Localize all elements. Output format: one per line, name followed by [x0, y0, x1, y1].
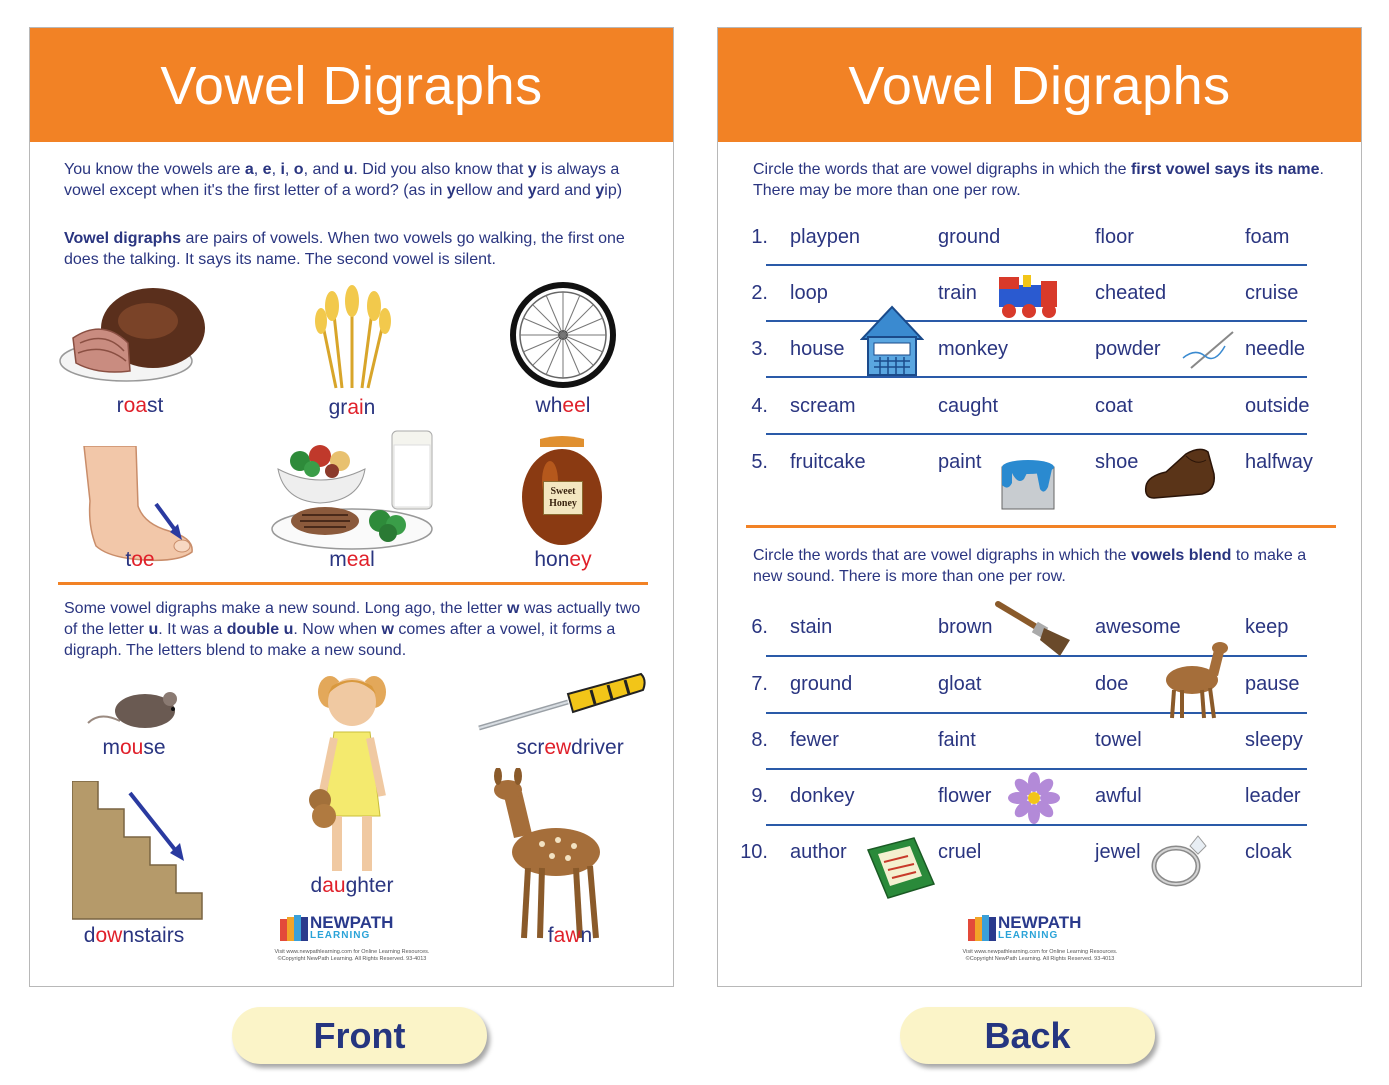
row-word: faint	[938, 729, 976, 751]
row-word: cheated	[1095, 282, 1167, 304]
roast-picture	[58, 283, 208, 383]
row-word: caught	[938, 395, 999, 417]
front-title: Vowel Digraphs	[160, 56, 543, 116]
row-word: outside	[1245, 395, 1310, 417]
word-fawn: fawn	[547, 924, 593, 947]
front-intro-paragraph: You know the vowels are a, e, i, o, and u. Did you also know that y is always a vowel except when it's the first letter of a word? (as in yellow and yard and yip)	[64, 161, 623, 199]
row-word: paint	[938, 451, 982, 473]
row-word: gloat	[938, 673, 982, 695]
screwdriver-picture	[473, 668, 648, 738]
front-card	[29, 27, 674, 987]
back-title: Vowel Digraphs	[848, 56, 1231, 116]
word-mouse: mouse	[102, 736, 166, 759]
train-picture	[993, 271, 1063, 319]
paintbrush-picture	[994, 598, 1074, 658]
front-digraph-paragraph: Vowel digraphs are pairs of vowels. When two vowels go walking, the first one does the talking. It says its name. The second vowel is silent.	[64, 230, 625, 268]
front-logo-subtext: LEARNING	[310, 930, 371, 941]
needle-picture	[1181, 328, 1243, 372]
doe-picture	[1160, 638, 1230, 720]
row-word: awful	[1095, 785, 1142, 807]
front-newpath-logo	[280, 913, 420, 943]
row-word: cruise	[1245, 282, 1299, 304]
row-word: foam	[1245, 226, 1290, 248]
row-line	[766, 824, 1307, 826]
honey-jar-label: Sweet Honey	[543, 481, 583, 515]
row-word: author	[790, 841, 847, 863]
row-word: brown	[938, 616, 993, 638]
stairs-picture	[72, 781, 204, 921]
row-word: towel	[1095, 729, 1142, 751]
row-line	[766, 320, 1307, 322]
house-picture	[860, 305, 924, 377]
honey-picture	[520, 433, 605, 548]
row-word: pause	[1245, 673, 1300, 695]
back-fineprint: Visit www.newpathlearning.com for Online Learning Resources. ©Copyright NewPath Learning. All Rights Reserved. 93-4013	[962, 949, 1118, 962]
word-grain: grain	[328, 396, 376, 419]
word-daughter: daughter	[310, 874, 394, 897]
row-word: cloak	[1245, 841, 1292, 863]
row-word: stain	[790, 616, 833, 638]
front-fineprint: Visit www.newpathlearning.com for Online Learning Resources. ©Copyright NewPath Learning. All Rights Reserved. 93-4013	[274, 949, 430, 962]
back-tab-button[interactable]: Back	[900, 1007, 1155, 1064]
back-instruction-2: Circle the words that are vowel digraphs in which the vowels blend to make a new sound. There is more than one per row.	[753, 547, 1307, 585]
row-word: cruel	[938, 841, 982, 863]
paint-can-picture	[996, 455, 1060, 511]
word-downstairs: downstairs	[83, 924, 185, 947]
row-word: shoe	[1095, 451, 1139, 473]
row-word: loop	[790, 282, 828, 304]
ring-picture	[1150, 832, 1210, 888]
front-divider	[58, 582, 648, 585]
row-word: keep	[1245, 616, 1289, 638]
row-word: leader	[1245, 785, 1301, 807]
front-blend-paragraph: Some vowel digraphs make a new sound. Long ago, the letter w was actually two of the letter u. It was a double u. Now when w comes after a vowel, it forms a digraph. The letters blend to make a new sound.	[64, 600, 641, 659]
row-word: awesome	[1095, 616, 1181, 638]
word-screwdriver: screwdriver	[516, 736, 624, 759]
back-logo-subtext: LEARNING	[998, 930, 1059, 941]
row-word: playpen	[790, 226, 861, 248]
row-line	[766, 768, 1307, 770]
wheel-picture	[508, 280, 618, 390]
row-word: house	[790, 338, 845, 360]
front-title-bar	[30, 28, 673, 142]
row-word: donkey	[790, 785, 855, 807]
word-toe: toe	[125, 548, 155, 571]
front-logo-wordmark: NEWPATH	[310, 913, 394, 932]
row-line	[766, 433, 1307, 435]
grain-picture	[312, 276, 392, 391]
back-newpath-logo	[968, 913, 1108, 943]
word-honey: honey	[534, 548, 592, 571]
back-instruction-1: Circle the words that are vowel digraphs in which the first vowel says its name. There may be more than one per row.	[753, 161, 1324, 199]
book-picture	[862, 836, 938, 902]
back-logo-wordmark: NEWPATH	[998, 913, 1082, 932]
row-word: sleepy	[1245, 729, 1303, 751]
back-card: Vowel Digraphs Circle the words that are vowel digraphs in which the first vowel says its name. There may be more than one per row. 1. playpen ground floor foam 2. loop train cheated cruise 3. house monkey powder needle 4. scream caught coat outside 5. fruitcake paint shoe halfway Circle the words that are vowel digraphs in which the vowels blend to make a new sound. There is more than one per row. 6. stain brown awesome keep 7. ground gloat doe pause 8. fewer faint towel sleepy 9. donkey flower awful leader 10. author cruel jewel cloak NEWPATH LEARNING Visit www.newpathlearning.com for Online Learning Resources. ©Copyright NewPath Learning. All Rights Reserved. 93-4013	[717, 27, 1362, 987]
row-word: fewer	[790, 729, 839, 751]
back-divider	[746, 525, 1336, 528]
newpath-logo-icon	[280, 915, 308, 941]
word-wheel: wheel	[535, 394, 591, 417]
row-word: monkey	[938, 338, 1009, 360]
row-word: ground	[790, 673, 853, 695]
row-word: fruitcake	[790, 451, 866, 473]
shoe-picture	[1142, 442, 1218, 502]
fawn-picture	[486, 768, 616, 948]
front-tab-button[interactable]: Front	[232, 1007, 487, 1064]
row-word: jewel	[1095, 841, 1141, 863]
row-word: coat	[1095, 395, 1133, 417]
word-meal: meal	[329, 548, 375, 571]
row-word: ground	[938, 226, 1001, 248]
word-roast: roast	[116, 394, 164, 417]
row-word: scream	[790, 395, 856, 417]
row-word: halfway	[1245, 451, 1313, 473]
row-word: powder	[1095, 338, 1161, 360]
mouse-picture	[80, 683, 185, 733]
row-line	[766, 264, 1307, 266]
row-word: floor	[1095, 226, 1134, 248]
flower-picture	[1008, 772, 1060, 824]
daughter-picture	[292, 666, 392, 881]
row-word: needle	[1245, 338, 1306, 360]
back-title-bar	[718, 28, 1361, 142]
row-word: doe	[1095, 673, 1129, 695]
row-line	[766, 376, 1307, 378]
row-word: train	[938, 282, 977, 304]
row-word: flower	[938, 785, 992, 807]
newpath-logo-icon	[968, 915, 996, 941]
meal-picture	[270, 421, 445, 551]
